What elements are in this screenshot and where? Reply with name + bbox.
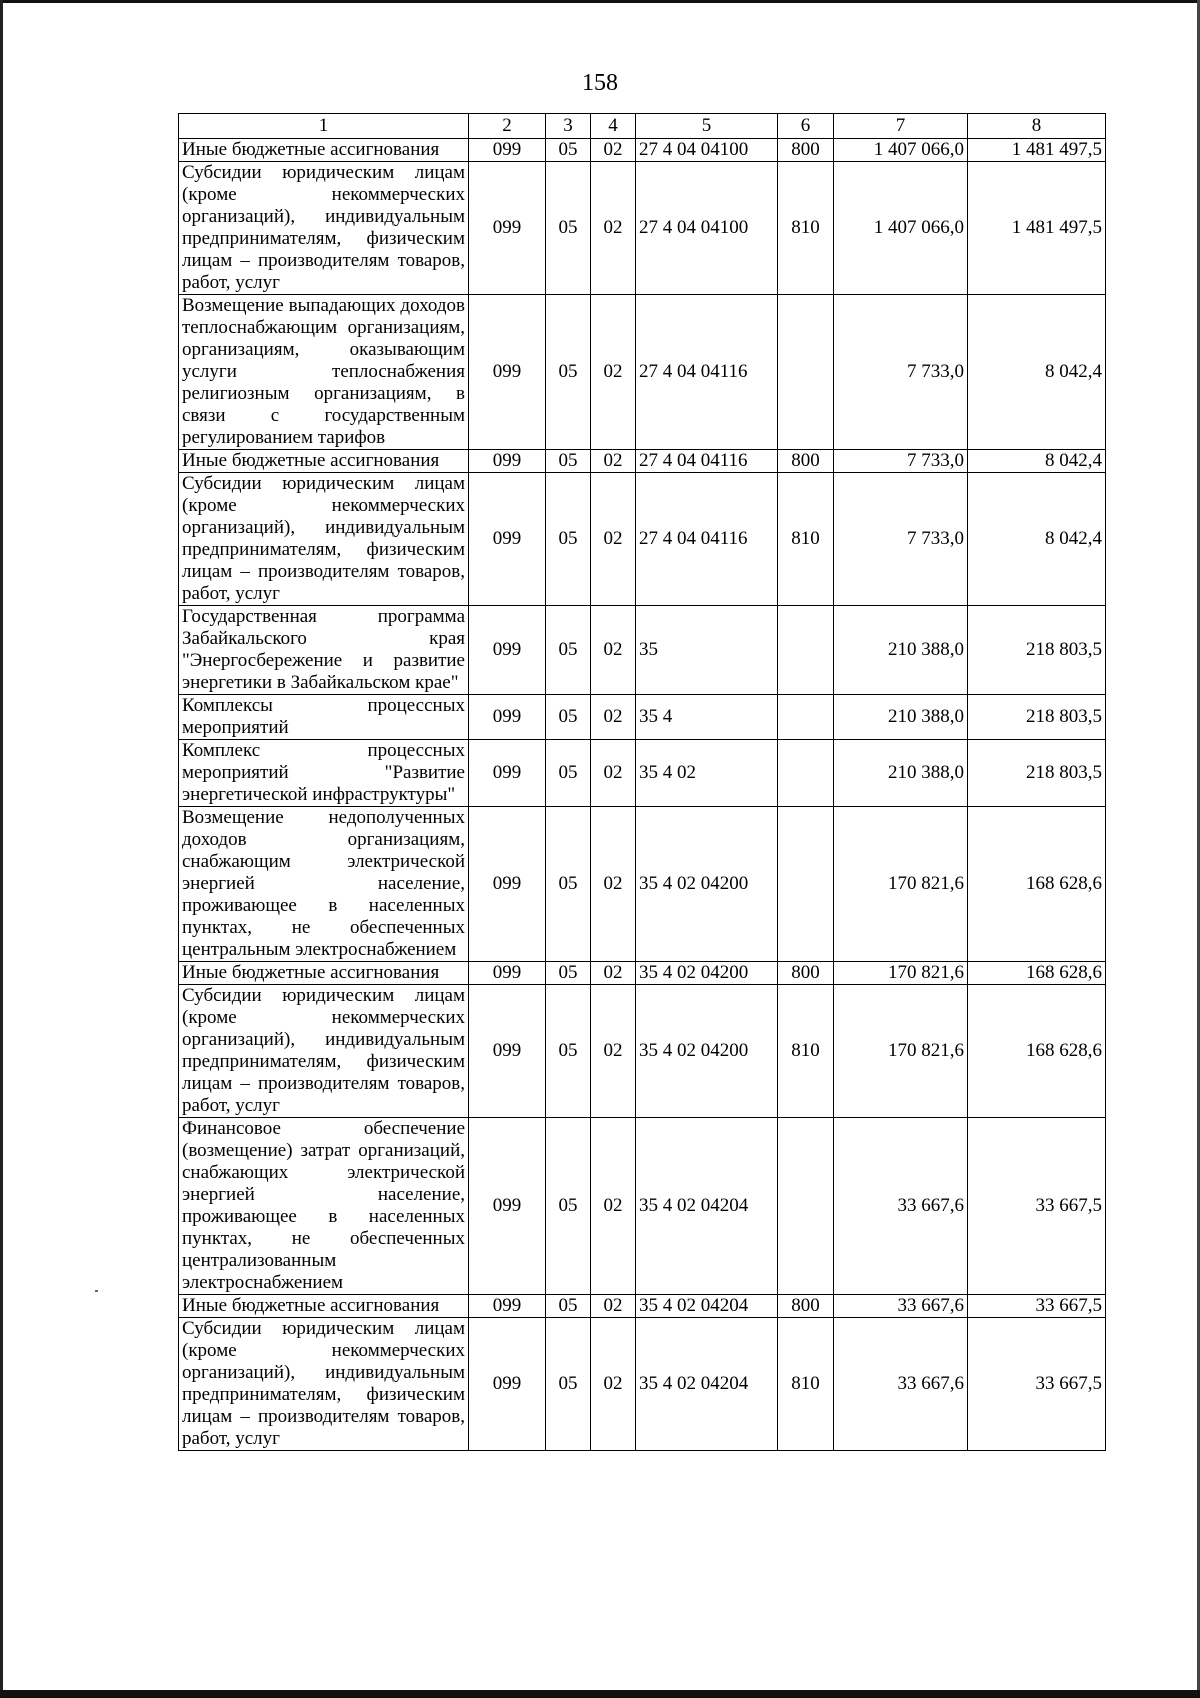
table-row xyxy=(179,695,1106,740)
row-name: Субсидии юридическим лицам (кроме некоммерческих организаций), индивидуальным предпринимателям, физическим лицам – производителям товаров, работ, услуг xyxy=(179,1318,469,1451)
amount-year-2: 168 628,6 xyxy=(968,807,1106,962)
expense-type-code: 810 xyxy=(778,985,834,1118)
target-article-code: 27 4 04 04100 xyxy=(636,139,778,162)
amount-year-1: 1 407 066,0 xyxy=(834,139,968,162)
row-name: Финансовое обеспечение (возмещение) затрат организаций, снабжающих электрической энергией население, проживающее в населенных пунктах, не обеспеченных централизованным электроснабжением xyxy=(179,1118,469,1295)
expense-type-code xyxy=(778,606,834,695)
row-name: Иные бюджетные ассигнования xyxy=(179,450,469,473)
row-name: Государственная программа Забайкальского края "Энергосбережение и развитие энергетики в Забайкальском крае" xyxy=(179,606,469,695)
expense-type-code: 810 xyxy=(778,1318,834,1451)
header-cell-6: 6 xyxy=(778,114,834,139)
row-name: Иные бюджетные ассигнования xyxy=(179,139,469,162)
ministry-code: 099 xyxy=(469,1118,546,1295)
ministry-code: 099 xyxy=(469,1318,546,1451)
amount-year-1: 33 667,6 xyxy=(834,1318,968,1451)
target-article-code: 35 4 xyxy=(636,695,778,740)
subsection-code: 02 xyxy=(591,295,636,450)
ministry-code: 099 xyxy=(469,295,546,450)
amount-year-1: 210 388,0 xyxy=(834,606,968,695)
amount-year-2: 168 628,6 xyxy=(968,962,1106,985)
subsection-code: 02 xyxy=(591,695,636,740)
expense-type-code: 800 xyxy=(778,450,834,473)
table-row xyxy=(179,606,1106,695)
amount-year-2: 33 667,5 xyxy=(968,1118,1106,1295)
section-code: 05 xyxy=(546,295,591,450)
expense-type-code xyxy=(778,807,834,962)
section-code: 05 xyxy=(546,807,591,962)
target-article-code: 27 4 04 04116 xyxy=(636,295,778,450)
subsection-code: 02 xyxy=(591,450,636,473)
section-code: 05 xyxy=(546,985,591,1118)
ministry-code: 099 xyxy=(469,1295,546,1318)
target-article-code: 35 4 02 04204 xyxy=(636,1118,778,1295)
header-cell-1: 1 xyxy=(179,114,469,139)
section-code: 05 xyxy=(546,473,591,606)
table-row xyxy=(179,985,1106,1118)
row-name: Комплекс процессных мероприятий "Развитие энергетической инфраструктуры" xyxy=(179,740,469,807)
header-cell-7: 7 xyxy=(834,114,968,139)
amount-year-2: 218 803,5 xyxy=(968,740,1106,807)
page-number: 158 xyxy=(582,70,618,96)
target-article-code: 35 4 02 04200 xyxy=(636,807,778,962)
budget-table xyxy=(178,113,1106,1451)
amount-year-2: 33 667,5 xyxy=(968,1318,1106,1451)
subsection-code: 02 xyxy=(591,985,636,1118)
row-name: Возмещение выпадающих доходов теплоснабжающим организациям, организациям, оказывающим услуги теплоснабжения религиозным организациям, в связи с государственным регулированием тарифов xyxy=(179,295,469,450)
scan-border-top xyxy=(0,0,1200,3)
header-cell-5: 5 xyxy=(636,114,778,139)
table-row xyxy=(179,139,1106,162)
amount-year-2: 218 803,5 xyxy=(968,695,1106,740)
amount-year-1: 7 733,0 xyxy=(834,450,968,473)
ministry-code: 099 xyxy=(469,740,546,807)
subsection-code: 02 xyxy=(591,1295,636,1318)
amount-year-1: 7 733,0 xyxy=(834,473,968,606)
amount-year-2: 8 042,4 xyxy=(968,295,1106,450)
table-row xyxy=(179,1295,1106,1318)
amount-year-2: 33 667,5 xyxy=(968,1295,1106,1318)
row-name: Комплексы процессных мероприятий xyxy=(179,695,469,740)
row-name: Иные бюджетные ассигнования xyxy=(179,962,469,985)
table-row xyxy=(179,962,1106,985)
section-code: 05 xyxy=(546,1295,591,1318)
section-code: 05 xyxy=(546,1318,591,1451)
table-row xyxy=(179,295,1106,450)
table-row xyxy=(179,1318,1106,1451)
amount-year-1: 7 733,0 xyxy=(834,295,968,450)
section-code: 05 xyxy=(546,695,591,740)
amount-year-1: 33 667,6 xyxy=(834,1118,968,1295)
row-name: Субсидии юридическим лицам (кроме некоммерческих организаций), индивидуальным предпринимателям, физическим лицам – производителям товаров, работ, услуг xyxy=(179,473,469,606)
subsection-code: 02 xyxy=(591,740,636,807)
target-article-code: 35 4 02 xyxy=(636,740,778,807)
subsection-code: 02 xyxy=(591,162,636,295)
section-code: 05 xyxy=(546,162,591,295)
table-row xyxy=(179,473,1106,606)
subsection-code: 02 xyxy=(591,1318,636,1451)
section-code: 05 xyxy=(546,740,591,807)
scan-border-bottom xyxy=(0,1690,1200,1698)
header-cell-3: 3 xyxy=(546,114,591,139)
section-code: 05 xyxy=(546,139,591,162)
section-code: 05 xyxy=(546,962,591,985)
scan-speck xyxy=(95,1290,98,1292)
row-name: Субсидии юридическим лицам (кроме некоммерческих организаций), индивидуальным предпринимателям, физическим лицам – производителям товаров, работ, услуг xyxy=(179,985,469,1118)
ministry-code: 099 xyxy=(469,473,546,606)
amount-year-1: 170 821,6 xyxy=(834,985,968,1118)
expense-type-code: 800 xyxy=(778,139,834,162)
row-name: Возмещение недополученных доходов организациям, снабжающим электрической энергией население, проживающее в населенных пунктах, не обеспеченных центральным электроснабжением xyxy=(179,807,469,962)
ministry-code: 099 xyxy=(469,606,546,695)
expense-type-code xyxy=(778,740,834,807)
amount-year-1: 170 821,6 xyxy=(834,962,968,985)
amount-year-1: 33 667,6 xyxy=(834,1295,968,1318)
ministry-code: 099 xyxy=(469,162,546,295)
row-name: Иные бюджетные ассигнования xyxy=(179,1295,469,1318)
expense-type-code: 800 xyxy=(778,962,834,985)
amount-year-1: 210 388,0 xyxy=(834,740,968,807)
amount-year-1: 210 388,0 xyxy=(834,695,968,740)
table-row xyxy=(179,162,1106,295)
ministry-code: 099 xyxy=(469,139,546,162)
target-article-code: 35 4 02 04200 xyxy=(636,985,778,1118)
amount-year-2: 1 481 497,5 xyxy=(968,162,1106,295)
ministry-code: 099 xyxy=(469,450,546,473)
amount-year-2: 8 042,4 xyxy=(968,473,1106,606)
target-article-code: 27 4 04 04116 xyxy=(636,450,778,473)
row-name: Субсидии юридическим лицам (кроме некоммерческих организаций), индивидуальным предпринимателям, физическим лицам – производителям товаров, работ, услуг xyxy=(179,162,469,295)
amount-year-1: 1 407 066,0 xyxy=(834,162,968,295)
table-row xyxy=(179,450,1106,473)
amount-year-2: 1 481 497,5 xyxy=(968,139,1106,162)
target-article-code: 35 4 02 04204 xyxy=(636,1295,778,1318)
header-cell-2: 2 xyxy=(469,114,546,139)
target-article-code: 27 4 04 04116 xyxy=(636,473,778,606)
table-header-row xyxy=(179,114,1106,139)
amount-year-2: 168 628,6 xyxy=(968,985,1106,1118)
target-article-code: 35 4 02 04204 xyxy=(636,1318,778,1451)
amount-year-2: 218 803,5 xyxy=(968,606,1106,695)
scan-border-left xyxy=(0,0,3,1698)
header-cell-4: 4 xyxy=(591,114,636,139)
subsection-code: 02 xyxy=(591,473,636,606)
expense-type-code: 800 xyxy=(778,1295,834,1318)
ministry-code: 099 xyxy=(469,985,546,1118)
table-row xyxy=(179,740,1106,807)
section-code: 05 xyxy=(546,1118,591,1295)
ministry-code: 099 xyxy=(469,695,546,740)
table-row xyxy=(179,1118,1106,1295)
subsection-code: 02 xyxy=(591,606,636,695)
target-article-code: 35 xyxy=(636,606,778,695)
table-row xyxy=(179,807,1106,962)
amount-year-2: 8 042,4 xyxy=(968,450,1106,473)
amount-year-1: 170 821,6 xyxy=(834,807,968,962)
subsection-code: 02 xyxy=(591,962,636,985)
target-article-code: 35 4 02 04200 xyxy=(636,962,778,985)
ministry-code: 099 xyxy=(469,962,546,985)
expense-type-code: 810 xyxy=(778,473,834,606)
ministry-code: 099 xyxy=(469,807,546,962)
target-article-code: 27 4 04 04100 xyxy=(636,162,778,295)
expense-type-code xyxy=(778,1118,834,1295)
subsection-code: 02 xyxy=(591,139,636,162)
section-code: 05 xyxy=(546,450,591,473)
expense-type-code xyxy=(778,695,834,740)
header-cell-8: 8 xyxy=(968,114,1106,139)
subsection-code: 02 xyxy=(591,1118,636,1295)
expense-type-code xyxy=(778,295,834,450)
subsection-code: 02 xyxy=(591,807,636,962)
expense-type-code: 810 xyxy=(778,162,834,295)
section-code: 05 xyxy=(546,606,591,695)
